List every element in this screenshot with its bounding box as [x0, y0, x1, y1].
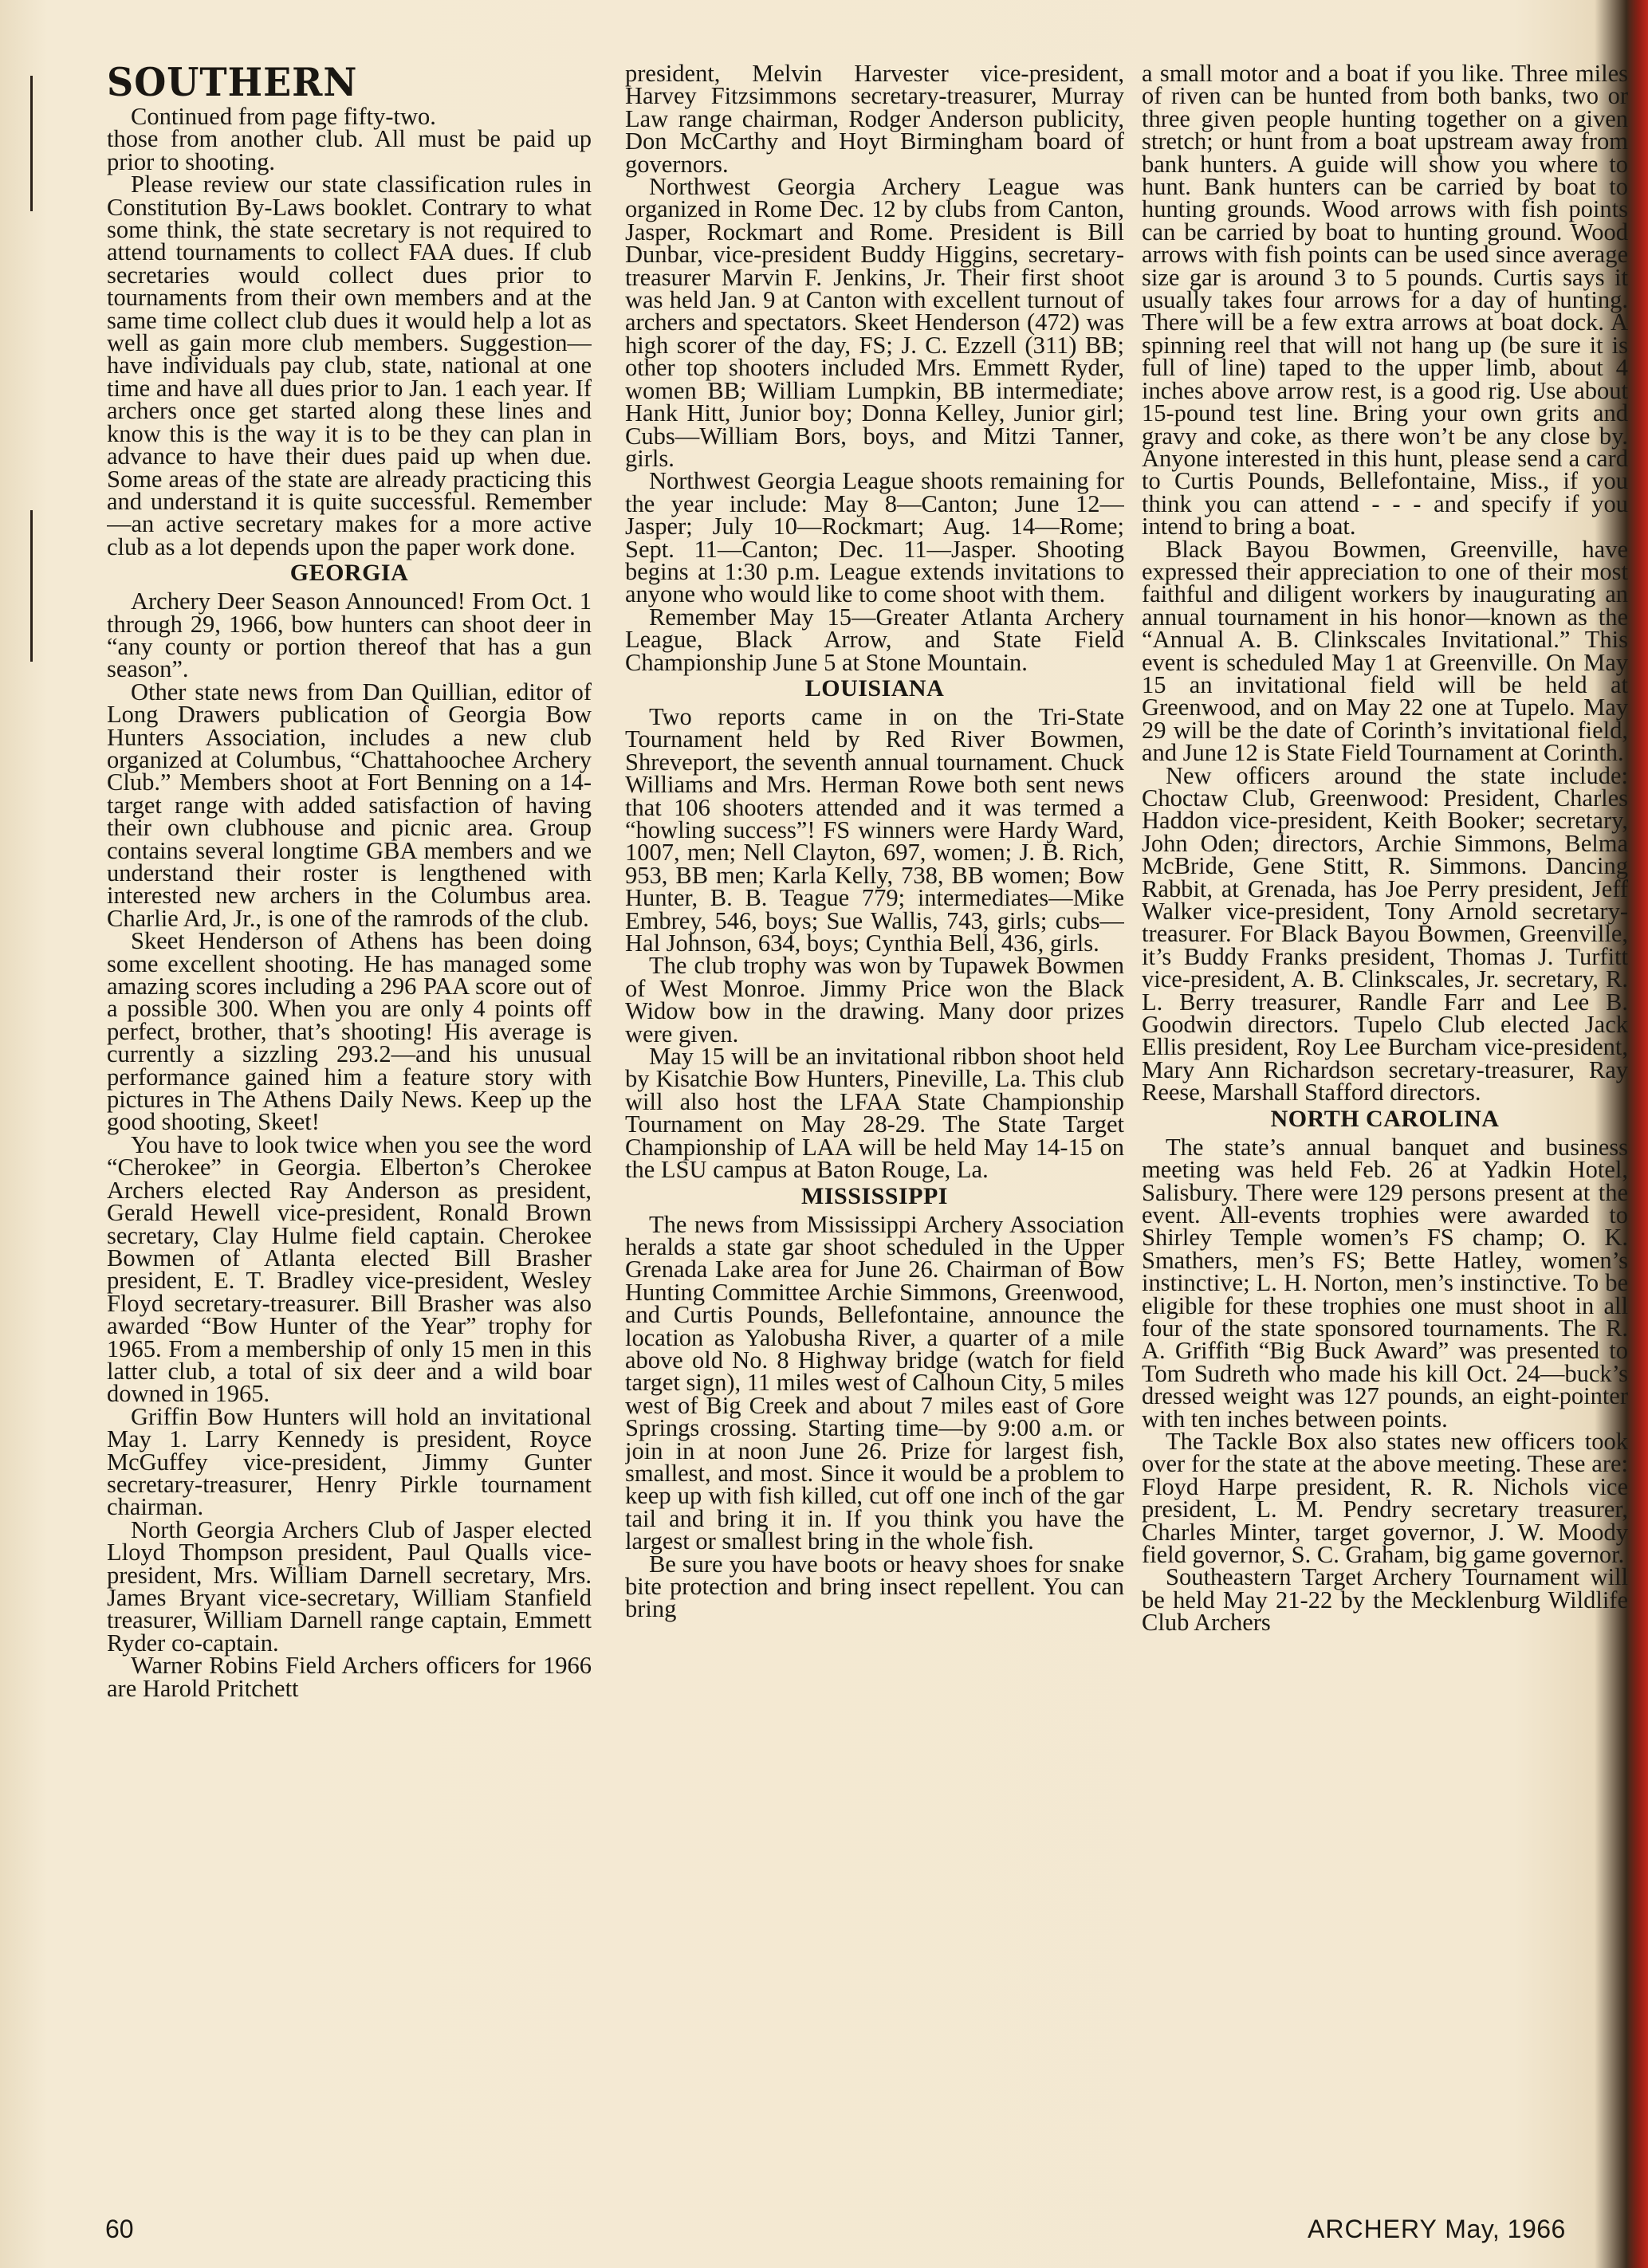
article-paragraph: Warner Robins Field Archers officers for 1966 are Harold Pritchett [107, 1652, 592, 1702]
article-paragraph: Southeastern Target Archery Tournament will be held May 21-22 by the Mecklenburg Wildlife Club Archers [1142, 1563, 1628, 1637]
article-paragraph: Griffin Bow Hunters will hold an invitational May 1. Larry Kennedy is president, Royce McGuffey vice-president, Jimmy Gunter secretary-treasurer, Henry Pirkle tournament chairman. [107, 1402, 592, 1521]
article-paragraph: Skeet Henderson of Athens has been doing some excellent shooting. He has managed some amazing scores including a 296 PAA score out of a possible 300. When you are only 4 points off perfect, brother, that’s shooting! His average is currently a sizzling 293.2—and his unusual performance gained him a feature story with pictures in The Athens Daily News. Keep up the good shooting, Skeet! [107, 927, 592, 1136]
article-paragraph: Remember May 15—Greater Atlanta Archery League, Black Arrow, and State Field Championship June 5 at Stone Mountain. [625, 603, 1124, 676]
article-paragraph: those from another club. All must be paid up prior to shooting. [107, 125, 592, 175]
article-paragraph: Archery Deer Season Announced! From Oct. 1 through 29, 1966, bow hunters can shoot deer in “any county or portion thereof that has a gun season”. [107, 588, 592, 683]
column-3-body [1142, 62, 1628, 1637]
article-paragraph: a small motor and a boat if you like. Three miles of riven can be hunted from both banks, two or three given people hunting together on a given stretch; or hunt from a boat upstream away from bank hunters. A guide will show you where to hunt. Bank hunters can be carried by boat to hunting grounds. Wood arrows with fish points can be carried by boat to hunting ground. Wood arrows with fish points can be used since average size gar is around 3 to 5 pounds. Curtis says it usually takes four arrows for a day of hunting. There will be a few extra arrows at boat dock. A spinning reel that will not hang up (be sure it is full of line) taped to the upper limb, about 4 inches above arrow rest, is a good rig. Use about 15-pound test line. Bring your own grits and gravy and coke, as there won’t be any close by. Anyone interested in this hunt, please send a card to Curtis Pounds, Bellefontaine, Miss., if you think you can attend - - - and specify if you intend to bring a boat. [1142, 62, 1628, 540]
article-paragraph: North Georgia Archers Club of Jasper elected Lloyd Thompson president, Paul Qualls vice-president, Mrs. William Darnell secretary, Mrs. James Bryant vice-secretary, William Stanfield treasurer, William Darnell range captain, Emmett Ryder co-captain. [107, 1515, 592, 1657]
article-paragraph: You have to look twice when you see the word “Cherokee” in Georgia. Elberton’s Cherokee Archers elected Ray Anderson as president, Gerald Hewell vice-president, Ronald Brown secretary, Clay Hulme field captain. Cherokee Bowmen of Atlanta elected Bill Brasher president, E. T. Bradley vice-president, Wesley Floyd secretary-treasurer. Bill Brasher was also awarded “Bow Hunter of the Year” trophy for 1965. From a membership of only 15 men in this latter club, a total of six deer and a wild boar downed in 1965. [107, 1130, 592, 1408]
article-paragraph: The news from Mississippi Archery Association heralds a state gar shoot scheduled in the Upper Grenada Lake area for June 26. Chairman of Bow Hunting Committee Archie Simmons, Greenwood, and Curtis Pounds, Bellefontaine, announce the location as Yalobusha River, a quarter of a mile above old No. 8 Highway bridge (watch for field target sign), 11 miles west of Calhoun City, 5 miles west of Big Creek and about 7 miles east of Gore Springs crossing. Starting time—by 9:00 a.m. or join in at noon June 26. Prize for largest fish, smallest, and most. Since it would be a problem to keep up with fish killed, cut off one inch of the gar tail and bring it in. If you think you have the largest or smallest bring in the whole fish. [625, 1210, 1124, 1555]
column-1-body [107, 125, 592, 1702]
column-2-body [625, 62, 1124, 1621]
article-paragraph: Northwest Georgia Archery League was organized in Rome Dec. 12 by clubs from Canton, Jasper, Rockmart and Rome. President is Bill Dunbar, vice-president Buddy Higgins, secretary-treasurer Marvin F. Jenkins, Jr. Their first shoot was held Jan. 9 at Canton with excellent turnout of archers and spectators. Skeet Henderson (472) was high scorer of the day, FS; J. C. Ezzell (311) BB; other top shooters included Mrs. Emmett Ryder, women BB; William Lumpkin, BB intermediate; Hank Hitt, Junior boy; Donna Kelley, Junior girl; Cubs—William Bors, boys, and Mitzi Tanner, girls. [625, 173, 1124, 472]
column-1 [107, 62, 592, 2207]
article-paragraph: Two reports came in on the Tri-State Tournament held by Red River Bowmen, Shreveport, the seventh annual tournament. Chuck Williams and Mrs. Herman Rowe both sent news that 106 shooters attended and it was termed a “howling success”! FS winners were Hardy Ward, 1007, men; Nell Clayton, 697, women; J. B. Rich, 953, BB men; Karla Kelly, 738, BB women; Bow Hunter, B. B. Teague 779; intermediates—Mike Embrey, 546, boys; Sue Wallis, 743, girls; cubs—Hal Johnson, 634, boys; Cynthia Bell, 436, girls. [625, 702, 1124, 957]
article-paragraph: Please review our state classification rules in Constitution By-Laws booklet. Contrary to what some think, the state secretary is not required to attend tournaments to collect FAA dues. If club secretaries would collect dues prior to tournaments from their own members and at the same time collect club dues it would help a lot as well as gain more club members. Suggestion—have individuals pay club, state, national at one time and have all dues prior to Jan. 1 each year. If archers once get started along these lines and know this is the way it is to be they can plan in advance to have their dues paid up when due. Some areas of the state are already practicing this and understand it is quite successful. Remember—an active secretary makes for a more active club as a lot depends upon the paper work done. [107, 171, 592, 560]
margin-rule [30, 510, 33, 662]
state-heading: MISSISSIPPI [801, 1182, 948, 1209]
section-title: SOUTHERN [107, 62, 358, 105]
article-paragraph: Be sure you have boots or heavy shoes for snake bite protection and bring insect repellent. You can bring [625, 1550, 1124, 1623]
state-heading: LOUISIANA [804, 674, 945, 702]
article-paragraph: Other state news from Dan Quillian, editor of Long Drawers publication of Georgia Bow Hunters Association, includes a new club organized at Columbus, “Chattahoochee Archery Club.” Members shoot at Fort Benning on a 14-target range with added satisfaction of having their own clubhouse and picnic area. Group contains several longtime GBA members and we understand their roster is lengthened with interested new archers in the Columbus area. Charlie Ard, Jr., is one of the ramrods of the club. [107, 678, 592, 932]
article-paragraph: Northwest Georgia League shoots remaining for the year include: May 8—Canton; June 12—Jasper; July 10—Rockmart; Aug. 14—Rome; Sept. 11—Canton; Dec. 11—Jasper. Shooting begins at 1:30 p.m. League extends invitations to anyone who would like to come shoot with them. [625, 467, 1124, 608]
margin-rule [30, 76, 33, 211]
article-paragraph: The state’s annual banquet and business meeting was held Feb. 26 at Yadkin Hotel, Salisbury. There were 129 persons present at the event. All-events trophies were awarded to Shirley Temple women’s FS champ; O. K. Smathers, men’s FS; Bette Hatley, women’s instinctive; L. H. Norton, men’s instinctive. To be eligible for these trophies one must shoot in all four of the state sponsored tournaments. The R. A. Griffith “Big Buck Award” was presented to Tom Sudreth who made his kill Oct. 24—buck’s dressed weight was 127 pounds, an eight-pointer with ten inches between points. [1142, 1133, 1628, 1433]
column-3 [1142, 62, 1628, 2207]
article-paragraph: New officers around the state include: Choctaw Club, Greenwood: President, Charles Haddon vice-president, Keith Booker; secretary, John Oden; directors, Archie Simmons, Belma McBride, Gene Stitt, R. Simmons. Dancing Rabbit, at Grenada, has Joe Perry president, Jeff Walker vice-president, Tony Arnold secretary-treasurer. For Black Bayou Bowmen, Greenville, it’s Buddy Franks president, Thomas J. Turfitt vice-president, A. B. Clinkscales, Jr. secretary, R. L. Berry treasurer, Randle Farr and Lee B. Goodwin directors. Tupelo Club elected Jack Ellis president, Roy Lee Burcham vice-president, Mary Ann Richardson secretary-treasurer, Ray Reese, Marshall Stafford directors. [1142, 761, 1628, 1106]
state-heading: NORTH CAROLINA [1270, 1105, 1500, 1132]
article-paragraph: May 15 will be an invitational ribbon shoot held by Kisatchie Bow Hunters, Pineville, La. This club will also host the LFAA State Championship Tournament on May 28-29. The State Target Championship of LAA will be held May 14-15 on the LSU campus at Baton Rouge, La. [625, 1043, 1124, 1184]
continued-note: Continued from page fifty-two. [131, 103, 436, 130]
article-paragraph: president, Melvin Harvester vice-president, Harvey Fitzsimmons secretary-treasurer, Murray Law range chairman, Rodger Anderson publicity, Don McCarthy and Hoyt Birmingham board of governors. [625, 62, 1124, 178]
running-footer [1308, 2215, 1566, 2244]
page-number: 60 [105, 2215, 134, 2243]
article-paragraph: Black Bayou Bowmen, Greenville, have expressed their appreciation to one of their most faithful and diligent workers by inaugurating an annual tournament in his honor—known as the “Annual A. B. Clinkscales Invitational.” This event is scheduled May 1 at Greenville. On May 15 an invitational field will be held at Greenwood, and on May 22 one at Tupelo. May 29 will be the date of Corinth’s invitational field, and June 12 is State Field Tournament at Corinth. [1142, 535, 1628, 767]
column-2 [625, 62, 1124, 2207]
state-heading: GEORGIA [289, 560, 409, 587]
article-paragraph: The club trophy was won by Tupawek Bowmen of West Monroe. Jimmy Price won the Black Widow bow in the drawing. Many door prizes were given. [625, 952, 1124, 1048]
article-paragraph: The Tackle Box also states new officers took over for the state at the above meeting. These are: Floyd Harpe president, R. R. Nichols vice president, L. M. Pendry secretary treasurer, Charles Minter, target governor, J. W. Moody field governor, S. C. Graham, big game governor. [1142, 1427, 1628, 1568]
issue-date: May, 1966 [1445, 2215, 1566, 2243]
magazine-name: ARCHERY [1308, 2215, 1438, 2243]
